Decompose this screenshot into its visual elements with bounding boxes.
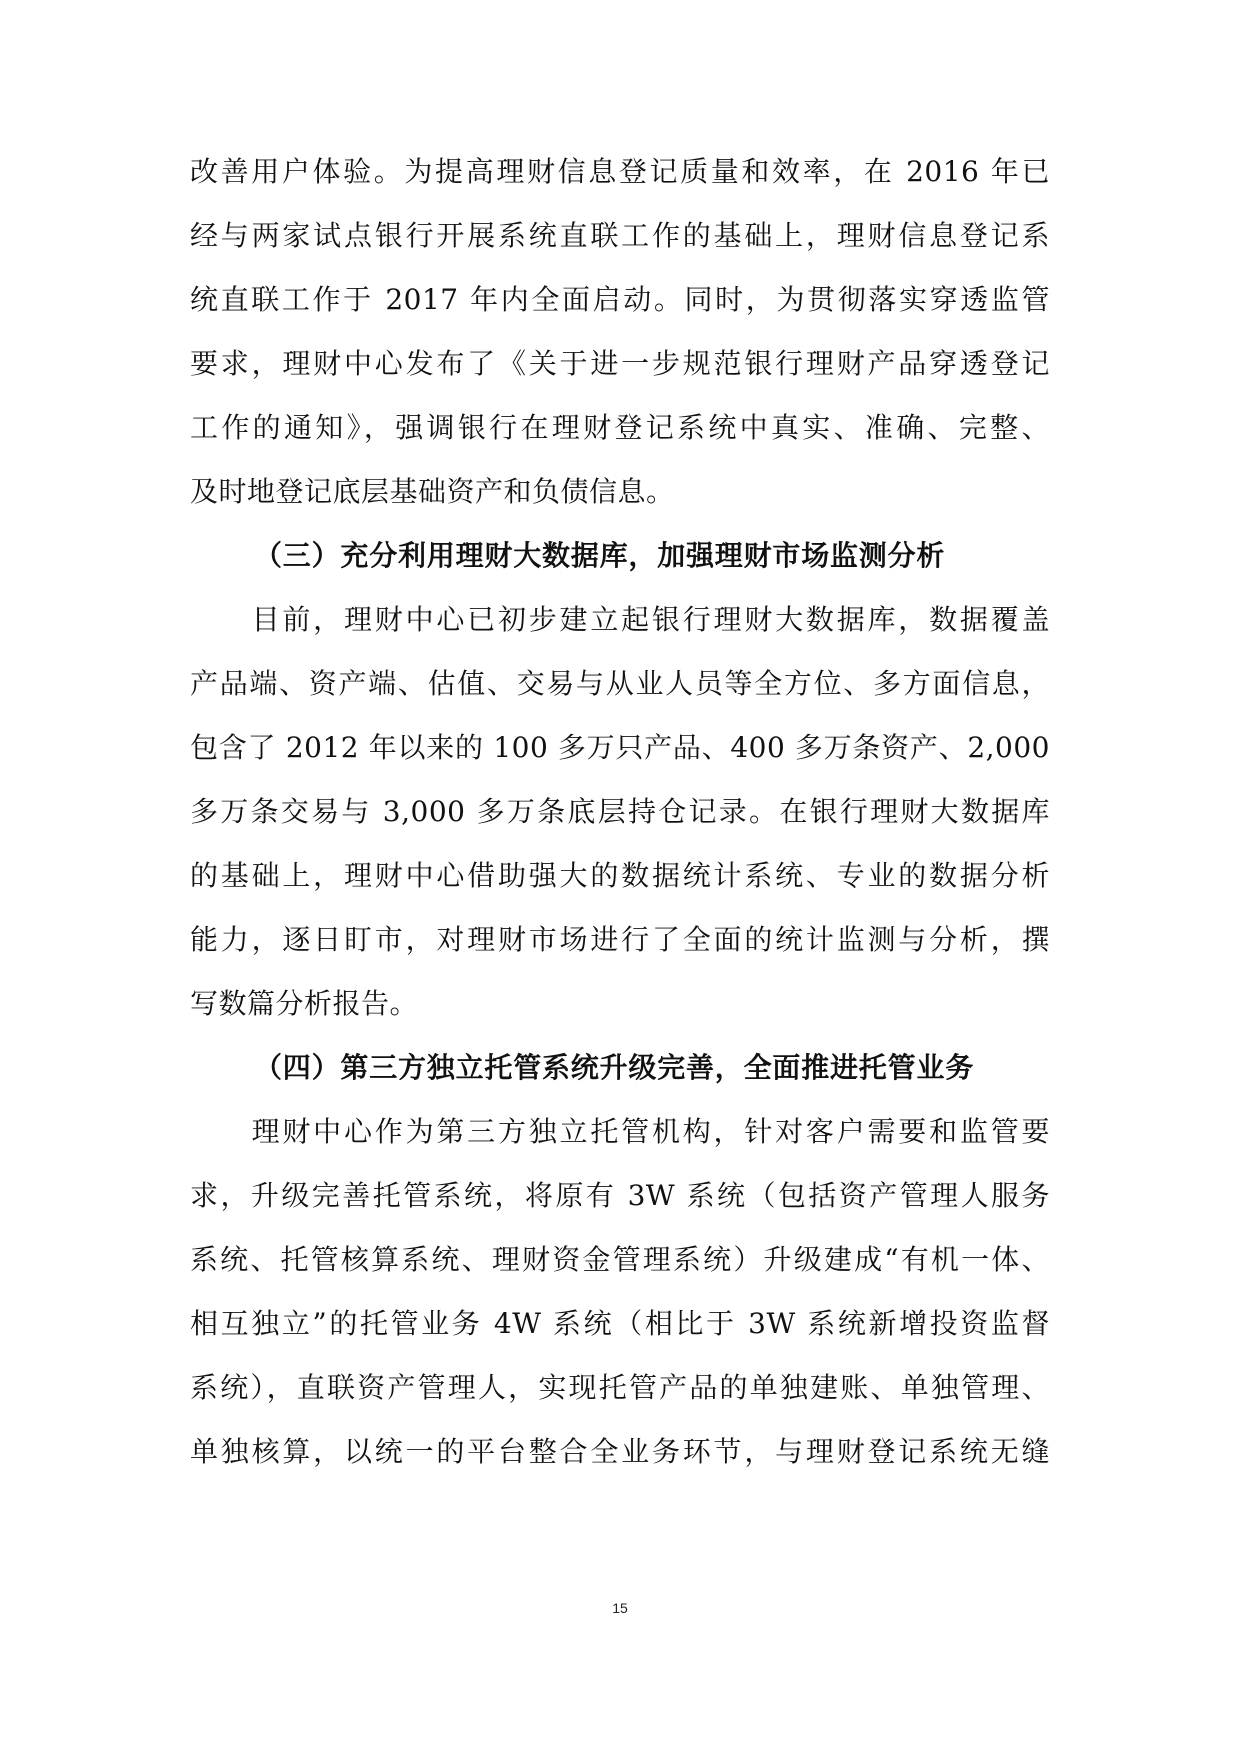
paragraph-line: 包含了 2012 年以来的 100 多万只产品、400 多万条资产、2,000 — [190, 731, 1050, 764]
paragraph-line: 写数篇分析报告。 — [190, 987, 419, 1020]
paragraph-line: 理财中心作为第三方独立托管机构，针对客户需要和监管要 — [190, 1115, 1050, 1148]
paragraph-line: 统直联工作于 2017 年内全面启动。同时，为贯彻落实穿透监管 — [190, 283, 1050, 316]
paragraph-line: 系统），直联资产管理人，实现托管产品的单独建账、单独管理、 — [190, 1371, 1050, 1404]
paragraph-line: 的基础上，理财中心借助强大的数据统计系统、专业的数据分析 — [190, 859, 1050, 892]
section-heading-4: （四）第三方独立托管系统升级完善，全面推进托管业务 — [254, 1051, 975, 1084]
paragraph-line: 多万条交易与 3,000 多万条底层持仓记录。在银行理财大数据库 — [190, 795, 1050, 828]
paragraph-line: 要求，理财中心发布了《关于进一步规范银行理财产品穿透登记 — [190, 347, 1050, 380]
paragraph-line: 系统、托管核算系统、理财资金管理系统）升级建成“有机一体、 — [190, 1243, 1050, 1276]
paragraph-line: 单独核算，以统一的平台整合全业务环节，与理财登记系统无缝 — [190, 1435, 1050, 1468]
paragraph-line: 产品端、资产端、估值、交易与从业人员等全方位、多方面信息， — [190, 667, 1050, 700]
paragraph-line: 求，升级完善托管系统，将原有 3W 系统（包括资产管理人服务 — [190, 1179, 1050, 1212]
paragraph-line: 及时地登记底层基础资产和负债信息。 — [190, 475, 675, 508]
paragraph-line: 工作的通知》，强调银行在理财登记系统中真实、准确、完整、 — [190, 411, 1050, 444]
paragraph-line: 相互独立”的托管业务 4W 系统（相比于 3W 系统新增投资监督 — [190, 1307, 1050, 1340]
section-heading-3: （三）充分利用理财大数据库，加强理财市场监测分析 — [254, 539, 946, 572]
paragraph-line: 改善用户体验。为提高理财信息登记质量和效率，在 2016 年已 — [190, 155, 1050, 188]
paragraph-line: 能力，逐日盯市，对理财市场进行了全面的统计监测与分析，撰 — [190, 923, 1050, 956]
paragraph-line: 经与两家试点银行开展系统直联工作的基础上，理财信息登记系 — [190, 219, 1050, 252]
body-text — [190, 140, 1050, 1484]
paragraph-line: 目前，理财中心已初步建立起银行理财大数据库，数据覆盖 — [190, 603, 1050, 636]
page-number: 15 — [612, 1600, 628, 1616]
